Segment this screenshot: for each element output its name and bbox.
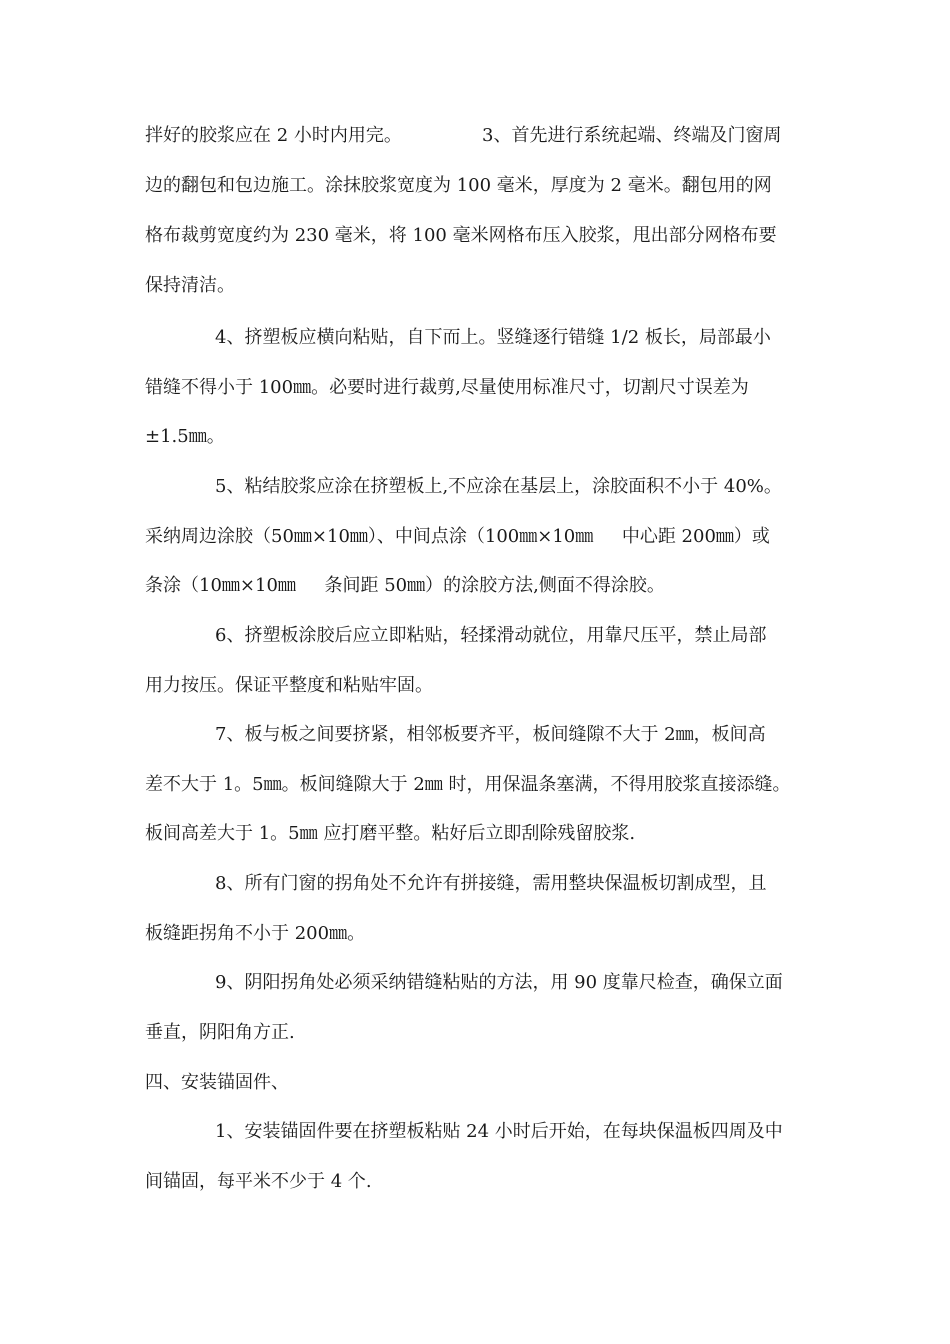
text-line: 板缝距拐角不小于 200㎜。 xyxy=(145,923,366,944)
paragraph-4-first-line: 4、挤塑板应横向粘贴，自下而上。竖缝逐行错缝 1/2 板长，局部最小 xyxy=(215,327,771,348)
text-line: 板间高差大于 1。5㎜ 应打磨平整。粘好后立即刮除残留胶浆. xyxy=(145,823,636,844)
text-line: 间锚固，每平米不少于 4 个. xyxy=(145,1171,372,1192)
text-line: 用力按压。保证平整度和粘贴牢固。 xyxy=(145,675,433,696)
paragraph-5-first-line: 5、粘结胶浆应涂在挤塑板上,不应涂在基层上，涂胶面积不小于 40%。 xyxy=(215,476,782,497)
text-line: 差不大于 1。5㎜。板间缝隙大于 2㎜ 时，用保温条塞满，不得用胶浆直接添缝。 xyxy=(145,774,791,795)
text-line: 条涂（10㎜×10㎜ 条间距 50㎜）的涂胶方法,侧面不得涂胶。 xyxy=(145,575,665,596)
paragraph-8-first-line: 8、所有门窗的拐角处不允许有拼接缝，需用整块保温板切割成型，且 xyxy=(215,873,767,894)
text-line: 错缝不得小于 100㎜。必要时进行裁剪,尽量使用标准尺寸，切割尺寸误差为 xyxy=(145,377,749,398)
text-line: 保持清洁。 xyxy=(145,275,235,296)
text-line: ±1.5㎜。 xyxy=(145,426,225,447)
text-line: 边的翻包和包边施工。涂抹胶浆宽度为 100 毫米，厚度为 2 毫米。翻包用的网 xyxy=(145,175,772,196)
section-heading: 四、安装锚固件、 xyxy=(145,1072,289,1093)
paragraph-6-first-line: 6、挤塑板涂胶后应立即粘贴，轻揉滑动就位，用靠尺压平，禁止局部 xyxy=(215,625,767,646)
text-line: 拌好的胶浆应在 2 小时内用完。 3、首先进行系统起端、终端及门窗周 xyxy=(145,125,782,146)
text-line: 采纳周边涂胶（50㎜×10㎜）、中间点涂（100㎜×10㎜ 中心距 200㎜）或 xyxy=(145,526,770,547)
text-line: 格布裁剪宽度约为 230 毫米，将 100 毫米网格布压入胶浆，甩出部分网格布要 xyxy=(145,225,777,246)
paragraph-9-first-line: 9、阴阳拐角处必须采纳错缝粘贴的方法，用 90 度靠尺检查，确保立面 xyxy=(215,972,783,993)
paragraph-7-first-line: 7、板与板之间要挤紧，相邻板要齐平，板间缝隙不大于 2㎜，板间高 xyxy=(215,724,766,745)
text-line: 垂直，阴阳角方正. xyxy=(145,1022,295,1043)
section-item-1-first-line: 1、安装锚固件要在挤塑板粘贴 24 小时后开始，在每块保温板四周及中 xyxy=(215,1121,783,1142)
